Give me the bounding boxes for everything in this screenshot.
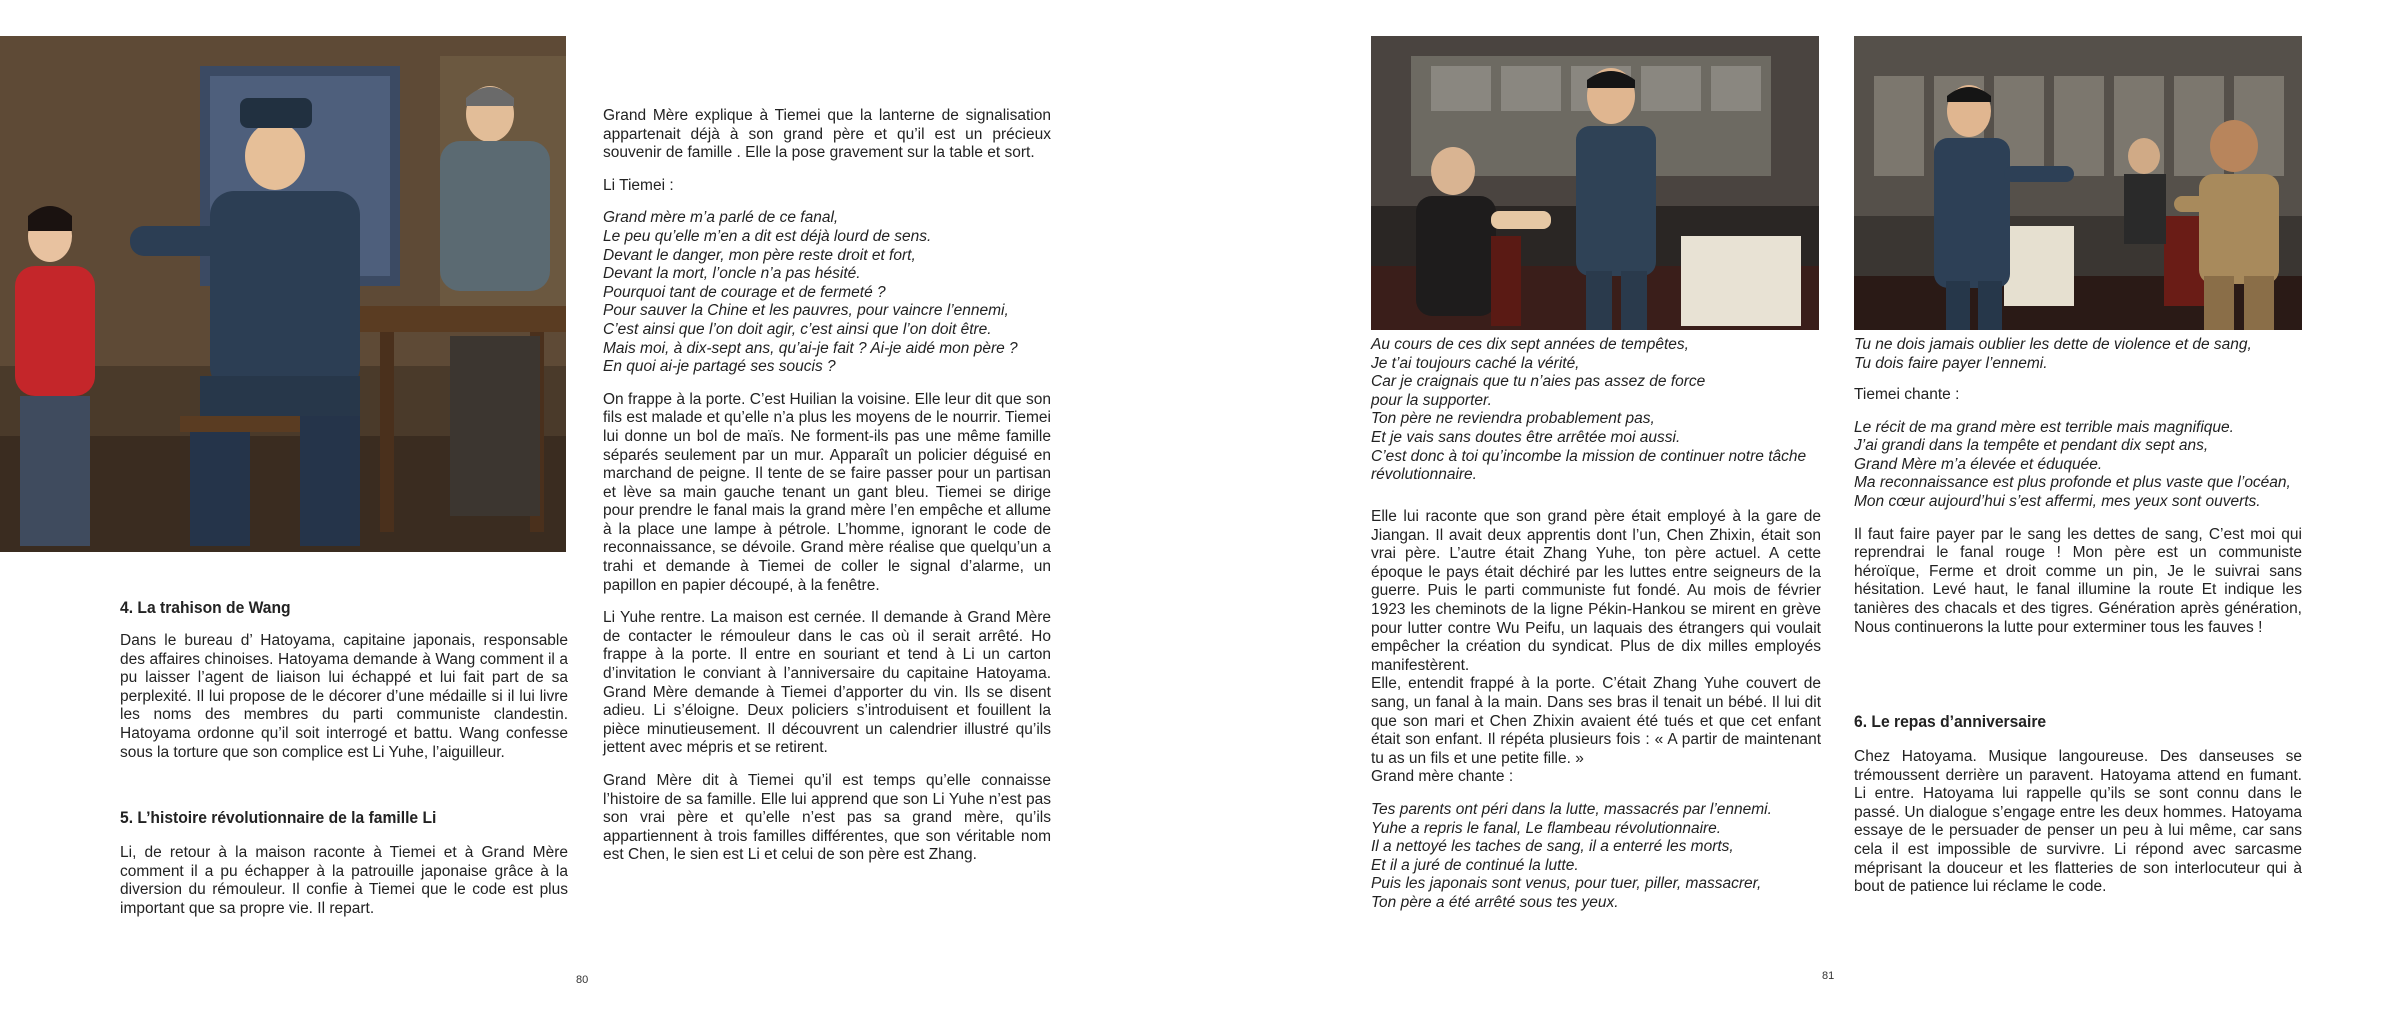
stage-scene-photo-1 — [1371, 36, 1819, 330]
song-verse: Le récit de ma grand mère est terrible mais magnifique. J’ai grandi dans la tempête et pendant dix sept ans, Grand Mère m’a élevée et éduquée. Ma reconnaissance est plus profonde et plus vaste que l’océan, Mon cœur aujourd’hui s’est affermi, mes yeux sont ouverts. — [1854, 418, 2291, 510]
paragraph: Chez Hatoyama. Musique langoureuse. Des danseuses se trémoussent derrière un paravent. Hatoyama attend en fumant. Li entre. Hatoyama lui rappelle qu’ils se sont connu dans le passé. Un dialogue s’engage entre les deux hommes. Hatoyama essaye de le persuader de penser un peu à lui même, car sans cela il est impossible de survivre. Li répond avec sarcasme méprisant la douceur et les flatteries de son interlocuteur qui à bout de patience lui réclame le code. — [1854, 748, 2302, 896]
paragraph: Elle lui raconte que son grand père était employé à la gare de Jiangan. Il avait deux apprentis dont l’un, Chen Zhixin, était son vrai père. L’autre était Zhang Yuhe, ton père actuel. A cette époque le pays était déchiré par les luttes entre seigneurs de la guerre. Puis le parti communiste fut fondé. Au mois de février 1923 les cheminots de la ligne Pékin-Hankou se mirent en grève pour lutter contre Wu Peifu, un laquais des étrangers qui voulait empêcher la création du syndicat. Plus de dix milles employés manifestèrent. Elle, entendit frappé à la porte. C’était Zhang Yuhe couvert de sang, un fanal à la main. Dans ses bras il tenait un bébé. Il lui dit que son mari et Chen Zhixin avaient été tués et que cet enfant était son enfant. Il répéta plusieurs fois : « A partir de maintenant tu as un fils et une petite fille. » Grand mère chante : — [1371, 508, 1821, 786]
paragraph: On frappe à la porte. C’est Huilian la voisine. Elle leur dit que son fils est malade et qu’elle n’a plus les moyens de le nourrir. Tiemei lui donne un bol de maïs. Ne forment-ils pas une même famille séparés seulement par un mur. Apparaît un policier déguisé en marchand de peigne. Il tente de se faire passer pour un partisan et lève sa main gauche tenant un gant bleu. Tiemei se dirige pour prendre le fanal mais la grand mère l’en empêche et allume à la place une lampe à pétrole. L’homme, ignorant le code de reconnaissance, se dévoile. Grand mère réalise que quelqu’un a trahi et demande à Tiemei de coller le signal d’alarme, un papillon en papier découpé, à la fenêtre. — [603, 390, 1051, 594]
paragraph: Grand Mère explique à Tiemei que la lanterne de signalisation appartenait déjà à son grand père et qu’il est un précieux souvenir de famille . Elle la pose gravement sur la table et sort. — [603, 107, 1051, 162]
opera-scene-photo-left — [0, 36, 566, 552]
stage-scene-photo-2 — [1854, 36, 2302, 330]
paragraph: Il faut faire payer par le sang les dettes de sang, C’est moi qui reprendrai le fanal rouge ! Mon père est un communiste héroïque, Ferme et droit comme un pin, Je le suivrai sans hésitation. Levé haut, le fanal illumine la route Et indique les tanières des chacals et des tigres. Génération après génération, Nous continuerons la lutte pour exterminer tous les fauves ! — [1854, 525, 2302, 636]
page-number-right: 81 — [1822, 970, 1835, 982]
section-5-text — [120, 844, 568, 932]
photo-caption-2: Tu ne dois jamais oublier les dette de violence et de sang, Tu dois faire payer l’ennemi. — [1854, 336, 2252, 372]
section-6-text — [1854, 748, 2302, 911]
photo-caption-1: Au cours de ces dix sept années de tempêtes, Je t’ai toujours caché la vérité, Car je craignais que tu n’aies pas assez de force pour la supporter. Ton père ne reviendra probablement pas, Et je vais sans doutes être arrêtée moi aussi. C’est donc à toi qu’incombe la mission de continuer notre tâche révolutionnaire. — [1371, 336, 1807, 484]
paragraph: Dans le bureau d’ Hatoyama, capitaine japonais, responsable des affaires chinoises. Hatoyama demande à Wang comment il a pu laisser l’agent de liaison lui échappé et lui fait part de sa perplexité. Il lui propose de le décorer d’une médaille si il lui livre les noms des membres du parti communiste clandestin. Hatoyama ordonne qu’il soit interrogé et battu. Wang confesse sous la torture que son complice est Li Yuhe, l’aiguilleur. — [120, 632, 568, 761]
section-4-text — [120, 632, 568, 776]
paragraph: Li, de retour à la maison raconte à Tiemei et à Grand Mère comment il a pu échapper à la patrouille japonaise grâce à la diversion du rémouleur. Il confie à Tiemei que le code est plus important que sa propre vie. Il repart. — [120, 844, 568, 917]
paragraph: Li Yuhe rentre. La maison est cernée. Il demande à Grand Mère de contacter le rémouleur dans le cas où il serait arrêté. Ho frappe à la porte. Il entre en souriant et tend à Li un carton d’invitation le conviant à l’anniversaire du capitaine Hatoyama. Grand Mère demande à Tiemei d’apporter du vin. Ils se disent adieu. Li s’éloigne. Deux policiers s’introduisent et fouillent la pièce minutieusement. Il découvrent un calendrier illustré qu’ils jettent avec mépris et se retirent. — [603, 609, 1051, 757]
stage-scene-photo-icon — [1854, 36, 2302, 330]
section-heading-5: 5. L’histoire révolutionnaire de la famille Li — [120, 808, 437, 827]
left-page-column-2 — [603, 107, 1051, 879]
song-verse: Grand mère m’a parlé de ce fanal, Le peu qu’elle m’en a dit est déjà lourd de sens. Devant le danger, mon père reste droit et fort, Devant la mort, l’oncle n’a pas hésité. Pourquoi tant de courage et de fermeté ? Pour sauver la Chine et les pauvres, pour vaincre l’ennemi, C’est ainsi que l’on doit agir, c’est ainsi que l’on doit être. Mais moi, à dix-sept ans, qu’ai-je fait ? Ai-je aidé mon père ? En quoi ai-je partagé ses soucis ? — [603, 209, 1018, 376]
speaker-label: Li Tiemei : — [603, 176, 674, 194]
opera-scene-photo-icon — [0, 36, 566, 552]
right-page-column-4 — [1854, 386, 2302, 651]
stage-scene-photo-icon — [1371, 36, 1819, 330]
section-heading-4: 4. La trahison de Wang — [120, 598, 291, 617]
page-number-left: 80 — [576, 974, 589, 986]
paragraph: Grand Mère dit à Tiemei qu’il est temps qu’elle connaisse l’histoire de sa famille. Elle lui apprend que son Li Yuhe n’est pas son vrai père et qu’elle n’est pas sa grand mère, qu’ils appartiennent à trois familles différentes, que son véritable nom est Chen, le sien est Li et celui de son père est Zhang. — [603, 772, 1051, 864]
speaker-label: Tiemei chante : — [1854, 386, 1960, 403]
section-heading-6: 6. Le repas d’anniversaire — [1854, 712, 2047, 731]
song-verse: Tes parents ont péri dans la lutte, massacrés par l’ennemi. Yuhe a repris le fanal, Le flambeau révolutionnaire. Il a nettoyé les taches de sang, il a enterré les morts, Et il a juré de continué la lutte. Puis les japonais sont venus, pour tuer, piller, massacrer, Ton père a été arrêté sous tes yeux. — [1371, 800, 1772, 911]
right-page-column-3 — [1371, 508, 1821, 926]
